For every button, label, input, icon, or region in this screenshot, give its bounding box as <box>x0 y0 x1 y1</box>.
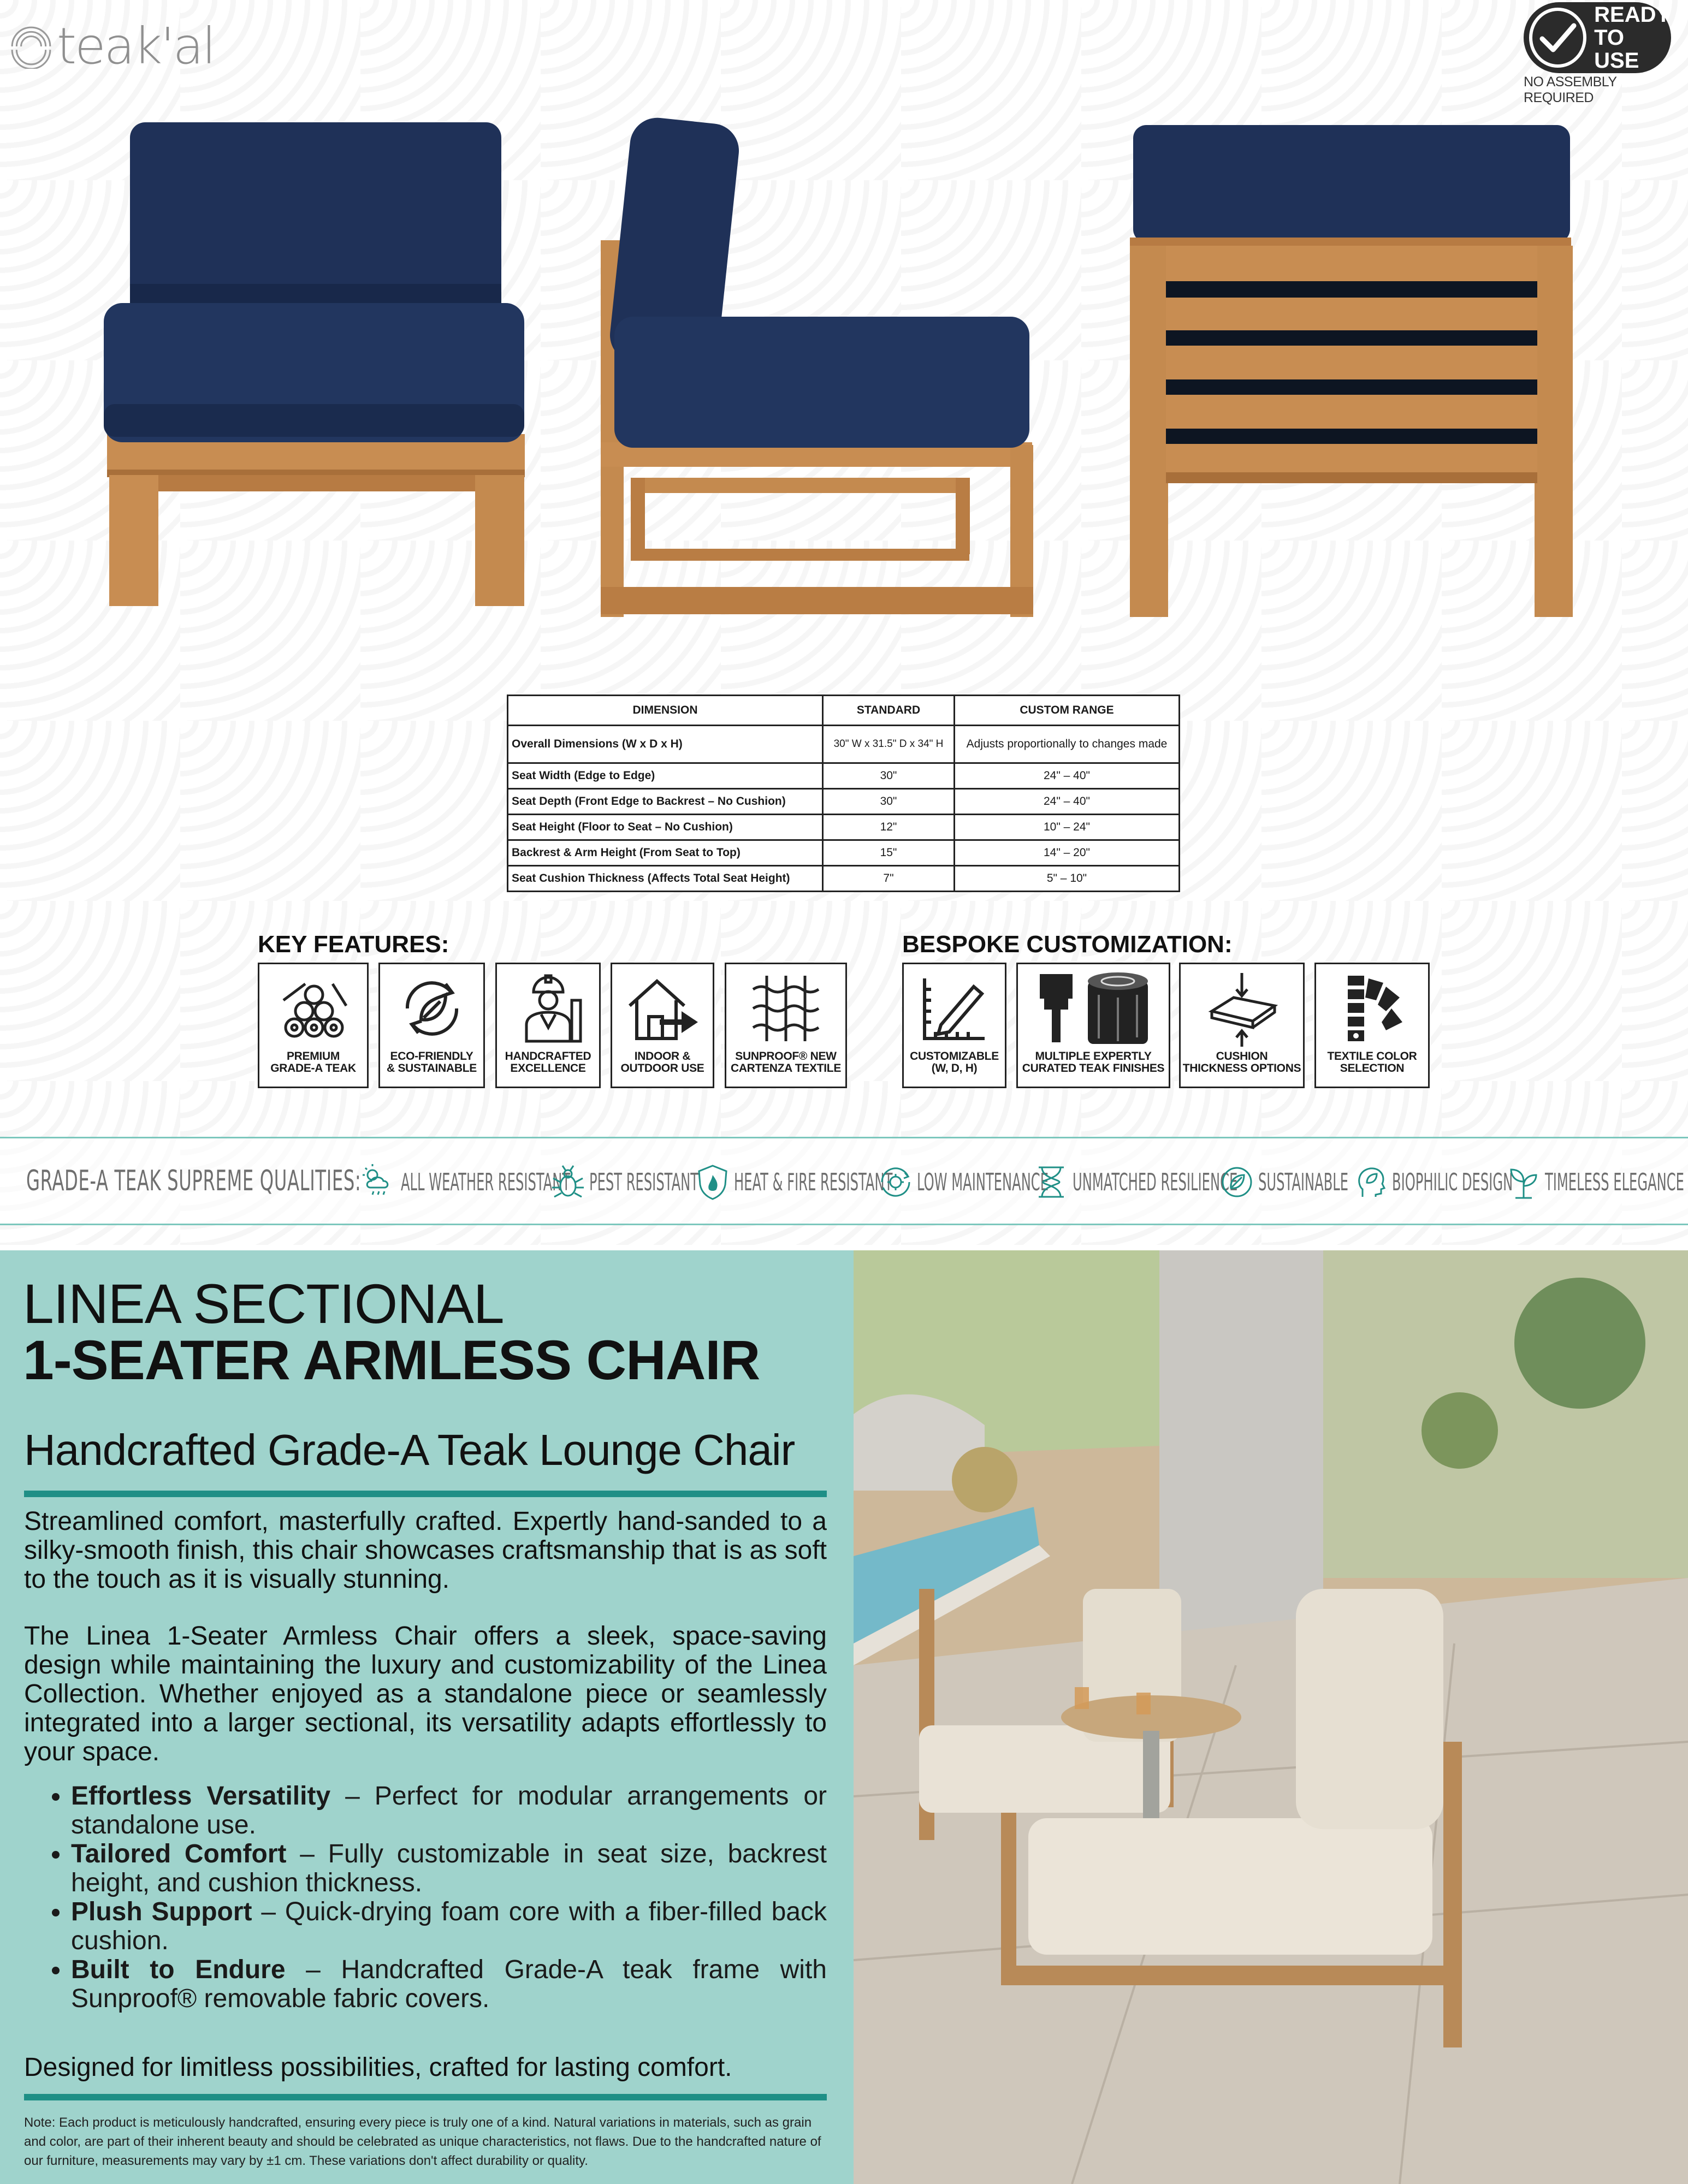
table-header: CUSTOM RANGE <box>955 696 1180 726</box>
bespoke-label: THICKNESS OPTIONS <box>1182 1062 1301 1075</box>
table-cell: Backrest & Arm Height (From Seat to Top) <box>508 840 823 866</box>
head-leaf-icon <box>1352 1163 1390 1201</box>
table-cell: 30" <box>823 789 955 815</box>
leaf-cycle-icon <box>1218 1163 1256 1201</box>
product-subtitle: Handcrafted Grade-A Teak Lounge Chair <box>24 1426 795 1474</box>
table-row <box>508 763 1180 789</box>
table-row <box>508 840 1180 866</box>
feature-label: INDOOR & <box>634 1050 691 1063</box>
feature-label: SUNPROOF® NEW <box>735 1050 837 1063</box>
table-cell: Seat Depth (Front Edge to Backrest – No Cushion) <box>508 789 823 815</box>
logo-swirl-icon <box>9 24 54 69</box>
ready-pill <box>1524 2 1671 73</box>
ruler-pencil-icon <box>914 968 996 1049</box>
bespoke-label: (W, D, H) <box>931 1062 978 1075</box>
cushion-thickness-icon <box>1201 968 1283 1049</box>
handcrafted-note: Note: Each product is meticulously handcrafted, ensuring every piece is truly one of a kind. Natural variations in materials, such as grain and color, are part of their inherent beauty and should be celebrated as unique characteristics, not flaws. Due to the handcrafted nature of our furniture, measurements may vary by ±1 cm. These variations don't affect durability or quality. <box>24 2115 821 2168</box>
table-header-row <box>508 696 1180 726</box>
divider-top <box>24 1491 827 1497</box>
house-arrow-icon <box>621 968 703 1049</box>
ready-line1: READY <box>1594 3 1671 27</box>
table-header: STANDARD <box>823 696 955 726</box>
craftsman-icon <box>507 968 589 1049</box>
sprout-icon <box>1505 1163 1543 1201</box>
hourglass-icon <box>1032 1163 1070 1201</box>
table-row <box>508 789 1180 815</box>
quality-label: PEST RESISTANT <box>589 1168 699 1196</box>
table-header: DIMENSION <box>508 696 823 726</box>
chair-back-view-image <box>1128 123 1576 620</box>
table-cell: 14" – 20" <box>955 840 1180 866</box>
bug-icon <box>549 1163 587 1201</box>
feature-handcrafted <box>495 963 601 1088</box>
product-paragraph-1: Streamlined comfort, masterfully crafted. Expertly hand-sanded to a silky-smooth finish, this chair showcases craftsmanship that is as soft to the touch as it is visually stunning. <box>24 1507 827 1594</box>
table-cell: 24" – 40" <box>955 763 1180 789</box>
list-item: • Tailored Comfort – Fully customizable in seat size, backrest height, and cushion thickness. <box>71 1839 827 1897</box>
swatch-fan-icon <box>1331 968 1413 1049</box>
bespoke-cushion-thickness <box>1179 963 1305 1088</box>
table-cell: 5" – 10" <box>955 866 1180 892</box>
chair-side-view-image <box>598 117 1043 620</box>
bespoke-label: CUSHION <box>1216 1050 1268 1063</box>
table-cell: Adjusts proportionally to changes made <box>955 726 1180 763</box>
feature-label: CARTENZA TEXTILE <box>730 1062 842 1075</box>
quality-label: LOW MAINTENANCE <box>917 1168 1049 1196</box>
bespoke-label: MULTIPLE EXPERTLY <box>1035 1050 1152 1063</box>
feature-label: ECO-FRIENDLY <box>390 1050 473 1063</box>
brand-name: teak'al <box>57 17 215 75</box>
feature-eco-friendly <box>378 963 485 1088</box>
recycle-leaf-icon <box>391 968 473 1049</box>
closing-statement: Designed for limitless possibilities, crafted for lasting comfort. <box>24 2053 732 2082</box>
brand-logo[interactable] <box>9 16 216 76</box>
brush-stump-icon <box>1028 968 1159 1049</box>
feature-premium-teak <box>258 963 369 1088</box>
ready-to-use-badge <box>1524 0 1688 105</box>
quality-label: UNMATCHED RESILIENCE <box>1073 1168 1238 1196</box>
table-row <box>508 866 1180 892</box>
table-cell: Overall Dimensions (W x D x H) <box>508 726 823 763</box>
bespoke-customizable <box>902 963 1006 1088</box>
quality-label: SUSTAINABLE <box>1258 1168 1349 1196</box>
bespoke-title: BESPOKE CUSTOMIZATION: <box>902 931 1233 958</box>
chair-front-view-image <box>104 120 530 612</box>
table-cell: 12" <box>823 815 955 840</box>
key-features-title: KEY FEATURES: <box>258 931 449 958</box>
ready-line2: TO USE <box>1594 26 1639 73</box>
product-collection-title: LINEA SECTIONAL <box>23 1273 504 1335</box>
table-cell: Seat Width (Edge to Edge) <box>508 763 823 789</box>
list-item: • Built to Endure – Handcrafted Grade-A teak frame with Sunproof® removable fabric covers. <box>71 1955 827 2013</box>
feature-indoor-outdoor <box>611 963 714 1088</box>
bespoke-label: CUSTOMIZABLE <box>910 1050 999 1063</box>
list-item: • Plush Support – Quick-drying foam core with a fiber-filled back cushion. <box>71 1897 827 1955</box>
teak-qualities-strip <box>0 1137 1688 1225</box>
quality-label: TIMELESS ELEGANCE <box>1545 1168 1684 1196</box>
table-cell: 15" <box>823 840 955 866</box>
bespoke-textile-color <box>1314 963 1430 1088</box>
feature-label: HANDCRAFTED <box>505 1050 591 1063</box>
table-cell: 7" <box>823 866 955 892</box>
feature-bullet-list <box>24 1782 827 2013</box>
lifestyle-patio-photo <box>854 1250 1688 2184</box>
flame-shield-icon <box>694 1163 732 1201</box>
feature-sunproof-textile <box>725 963 847 1088</box>
bespoke-label: SELECTION <box>1340 1062 1405 1075</box>
table-cell: Seat Cushion Thickness (Affects Total Seat Height) <box>508 866 823 892</box>
table-cell: 24" – 40" <box>955 789 1180 815</box>
product-paragraph-2: The Linea 1-Seater Armless Chair offers a sleek, space-saving design while maintaining the luxury and customizability of the Linea Collection. Whether enjoyed as a standalone piece or seamlessly integrated into a larger sectional, its versatility adapts effortlessly to your space. <box>24 1622 827 1766</box>
weather-icon <box>360 1163 399 1201</box>
table-cell: Seat Height (Floor to Seat – No Cushion) <box>508 815 823 840</box>
bespoke-teak-finishes <box>1016 963 1170 1088</box>
no-assembly-text: NO ASSEMBLY REQUIRED <box>1524 74 1617 105</box>
feature-label: PREMIUM <box>286 1050 340 1063</box>
table-cell: 30" <box>823 763 955 789</box>
feature-label: EXCELLENCE <box>510 1062 586 1075</box>
quality-label: BIOPHILIC DESIGN <box>1392 1168 1513 1196</box>
qualities-title: GRADE-A TEAK SUPREME QUALITIES: <box>26 1165 362 1197</box>
cycle-gear-icon <box>876 1163 915 1201</box>
quality-label: HEAT & FIRE RESISTANT <box>734 1168 893 1196</box>
quality-label: ALL WEATHER RESISTANT <box>401 1168 571 1196</box>
product-title: 1-SEATER ARMLESS CHAIR <box>23 1329 760 1391</box>
textile-weave-icon <box>745 968 827 1049</box>
product-description-panel <box>0 1250 854 2184</box>
logs-icon <box>273 968 354 1049</box>
bespoke-label: TEXTILE COLOR <box>1327 1050 1417 1063</box>
table-cell: 30" W x 31.5" D x 34" H <box>823 726 955 763</box>
table-row <box>508 815 1180 840</box>
feature-label: GRADE-A TEAK <box>270 1062 356 1075</box>
dimensions-table <box>507 695 1180 892</box>
table-row <box>508 726 1180 763</box>
feature-label: OUTDOOR USE <box>620 1062 704 1075</box>
bespoke-label: CURATED TEAK FINISHES <box>1022 1062 1165 1075</box>
feature-label: & SUSTAINABLE <box>387 1062 477 1075</box>
quality-item <box>1505 1160 1688 1204</box>
divider-bottom <box>24 2094 827 2100</box>
list-item: • Effortless Versatility – Perfect for modular arrangements or standalone use. <box>71 1782 827 1839</box>
check-icon <box>1529 8 1586 68</box>
table-cell: 10" – 24" <box>955 815 1180 840</box>
